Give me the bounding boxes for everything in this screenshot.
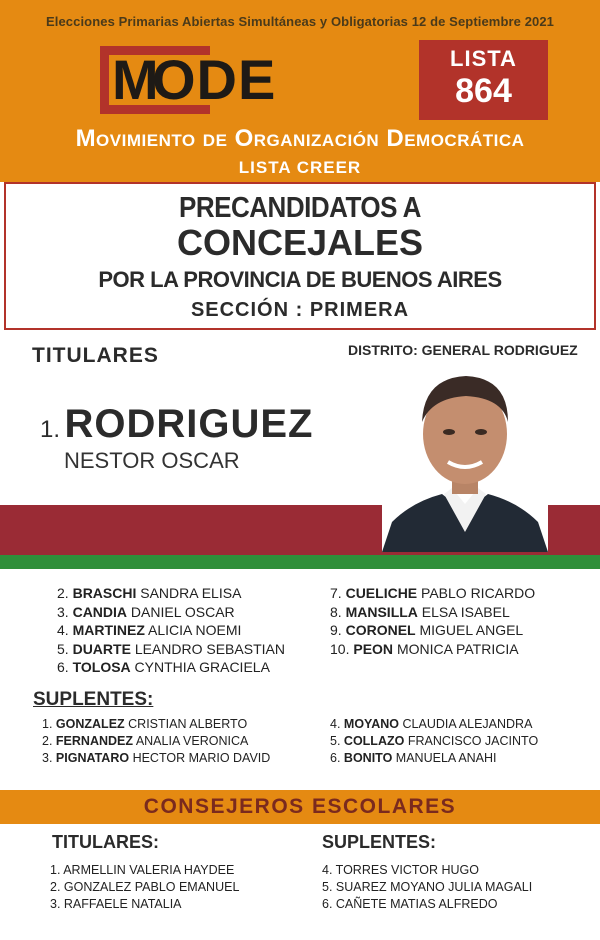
list-item: 6. BONITO MANUELA ANAHI — [330, 751, 497, 765]
first-candidate-last-name: RODRIGUEZ — [64, 402, 314, 446]
list-item: 6. TOLOSA CYNTHIA GRACIELA — [57, 659, 270, 675]
title-panel — [4, 182, 596, 330]
list-item: 5. COLLAZO FRANCISCO JACINTO — [330, 734, 539, 748]
list-item: 3. PIGNATARO HECTOR MARIO DAVID — [42, 751, 271, 765]
consejeros-heading: CONSEJEROS ESCOLARES — [143, 795, 457, 818]
list-label: LISTA — [450, 46, 517, 71]
title-line-2: CONCEJALES — [176, 222, 424, 263]
logo-letter-m: M — [112, 48, 159, 111]
titulares-heading: TITULARES — [32, 344, 159, 367]
first-candidate-number: 1. — [40, 416, 61, 443]
list-item: 2. BRASCHI SANDRA ELISA — [57, 585, 242, 601]
list-item: 3. CANDIA DANIEL OSCAR — [57, 603, 235, 620]
election-info: Elecciones Primarias Abiertas Simultáneas y Obligatorias 12 de Septiembre 2021 — [45, 14, 555, 29]
list-item: 3. RAFFAELE NATALIA — [50, 897, 182, 911]
first-candidate — [40, 402, 313, 447]
consejeros-suplentes-heading: SUPLENTES: — [322, 832, 437, 852]
candidate-photo — [382, 362, 548, 552]
consejeros-banner — [0, 790, 600, 824]
logo-text: ODE — [152, 48, 277, 111]
list-item: 4. MOYANO CLAUDIA ALEJANDRA — [330, 717, 533, 731]
list-item: 4. TORRES VICTOR HUGO — [322, 863, 479, 877]
list-item: 6. CAÑETE MATIAS ALFREDO — [322, 897, 498, 911]
consejeros-titulares-list — [50, 862, 239, 913]
first-candidate-given-names: NESTOR OSCAR — [64, 448, 240, 473]
list-item: 7. CUELICHE PABLO RICARDO — [330, 585, 536, 601]
list-item: 5. SUAREZ MOYANO JULIA MAGALI — [322, 880, 533, 894]
list-item: 10. PEON MONICA PATRICIA — [330, 640, 519, 657]
green-band — [0, 555, 600, 569]
header-banner — [0, 0, 600, 182]
suplentes-list-left — [42, 716, 270, 767]
list-item: 9. CORONEL MIGUEL ANGEL — [330, 622, 524, 638]
title-line-4: SECCIÓN : PRIMERA — [190, 299, 410, 321]
sub-list-name: LISTA CREER — [238, 158, 362, 177]
title-line-1: PRECANDIDATOS A — [179, 190, 421, 224]
list-item: 5. DUARTE LEANDRO SEBASTIAN — [57, 640, 285, 657]
titulares-list-right — [330, 584, 535, 658]
title-line-3: POR LA PROVINCIA DE BUENOS AIRES — [98, 267, 502, 292]
list-number-badge — [419, 40, 548, 120]
suplentes-list-right — [330, 716, 538, 767]
suplentes-heading: SUPLENTES: — [33, 689, 154, 710]
list-item: 8. MANSILLA ELSA ISABEL — [330, 603, 510, 620]
movement-name: Movimiento de Organización Democrática — [75, 125, 525, 152]
consejeros-suplentes-list — [322, 862, 532, 913]
list-item: 2. GONZALEZ PABLO EMANUEL — [50, 880, 240, 894]
list-item: 2. FERNANDEZ ANALIA VERONICA — [42, 734, 249, 748]
list-number: 864 — [455, 72, 512, 110]
list-item: 1. GONZALEZ CRISTIAN ALBERTO — [42, 717, 248, 731]
list-item: 4. MARTINEZ ALICIA NOEMI — [57, 622, 242, 638]
titulares-list-left — [57, 584, 285, 677]
list-item: 1. ARMELLIN VALERIA HAYDEE — [50, 863, 235, 877]
district-label: DISTRITO: GENERAL RODRIGUEZ — [348, 342, 578, 358]
consejeros-titulares-heading: TITULARES: — [52, 832, 159, 852]
